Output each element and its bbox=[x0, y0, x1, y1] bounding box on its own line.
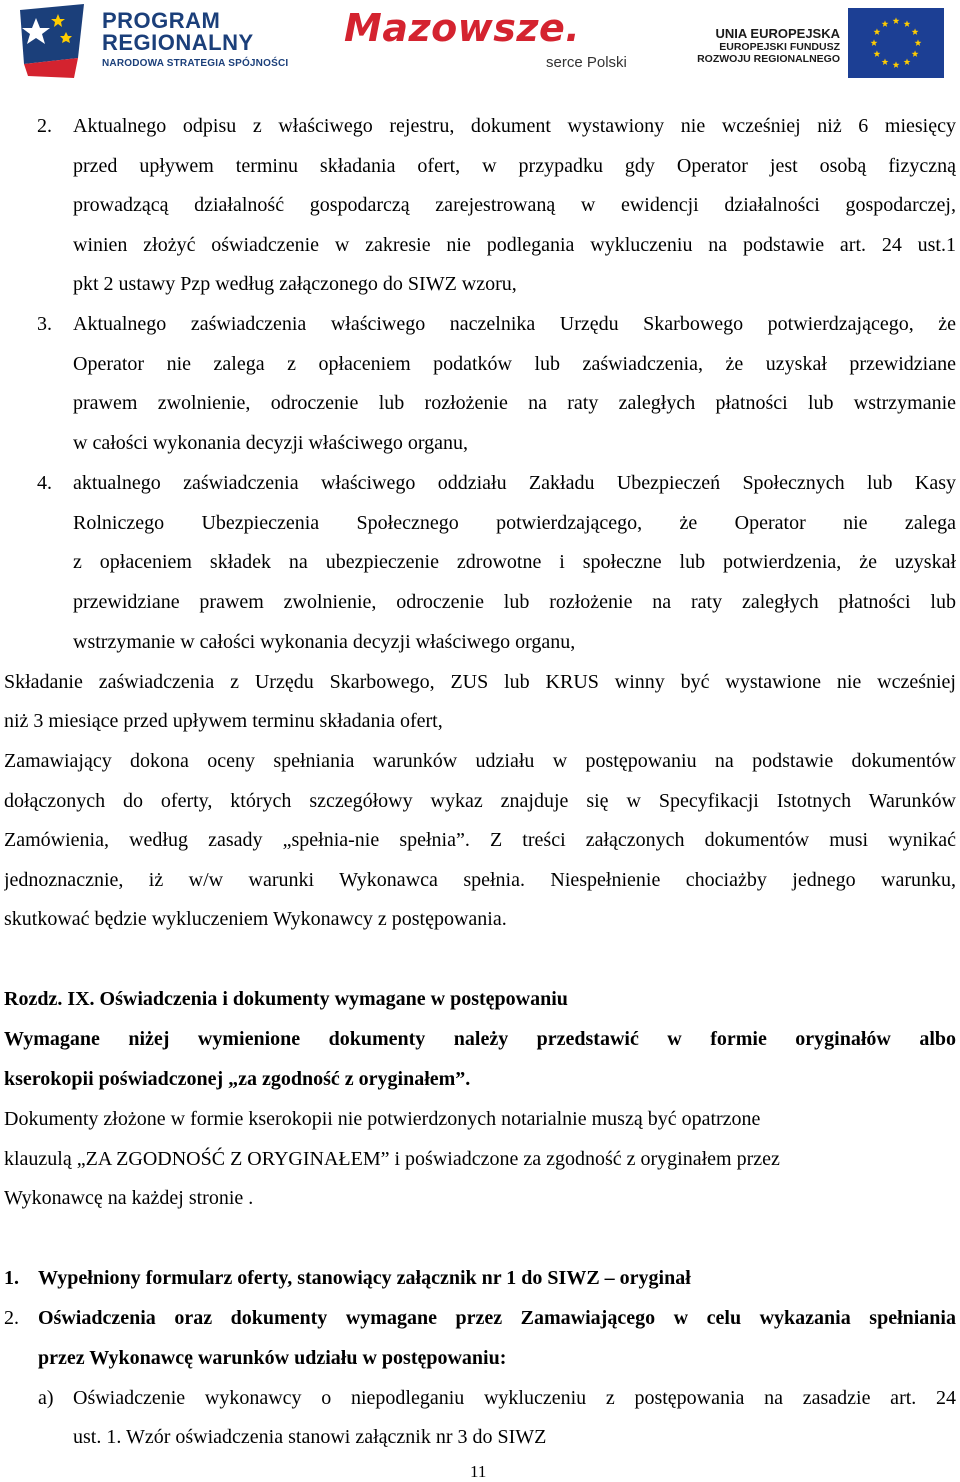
paragraph-line: dołączonych do oferty, których szczegółowy wykaz znajduje się w Specyfikacji Istotnych Warunków bbox=[4, 790, 956, 812]
item-3-line: prawem zwolnienie, odroczenie lub rozłożenie na raty zaległych płatności lub wstrzymanie bbox=[73, 392, 956, 414]
section-heading: Rozdz. IX. Oświadczenia i dokumenty wymagane w postępowaniu bbox=[4, 988, 568, 1010]
item-3-line: Aktualnego zaświadczenia właściwego naczelnika Urzędu Skarbowego potwierdzającego, że bbox=[73, 313, 956, 335]
program-line1: PROGRAM bbox=[102, 8, 221, 33]
list-item-line: Oświadczenia oraz dokumenty wymagane przez Zamawiającego w celu wykazania spełniania bbox=[38, 1307, 956, 1329]
sub-item-line: Oświadczenie wykonawcy o niepodleganiu wykluczeniu z postępowania na zasadzie art. 24 bbox=[73, 1387, 956, 1409]
list-item-line: przez Wykonawcę warunków udziału w postępowaniu: bbox=[38, 1347, 507, 1369]
sub-item-line: ust. 1. Wzór oświadczenia stanowi załącznik nr 3 do SIWZ bbox=[73, 1426, 547, 1448]
bold-paragraph-line: kserokopii poświadczonej „za zgodność z oryginałem”. bbox=[4, 1068, 471, 1090]
item-2-line: prowadzącą działalność gospodarczą zarejestrowaną w ewidencji działalności gospodarczej, bbox=[73, 194, 956, 216]
eu-line2: EUROPEJSKI FUNDUSZ bbox=[719, 41, 840, 53]
eu-flag-icon bbox=[848, 8, 944, 78]
item-2-line: Aktualnego odpisu z właściwego rejestru, dokument wystawiony nie wcześniej niż 6 miesięcy bbox=[73, 115, 956, 137]
bold-paragraph-line: Wymagane niżej wymienione dokumenty należy przedstawić w formie oryginałów albo bbox=[4, 1028, 956, 1050]
list-number: 1. bbox=[4, 1267, 19, 1289]
mazowsze-tagline: serce Polski bbox=[546, 54, 627, 71]
program-regionalny-flag-icon bbox=[14, 2, 94, 80]
program-line3: NARODOWA STRATEGIA SPÓJNOŚCI bbox=[102, 58, 289, 69]
page-header bbox=[0, 0, 960, 82]
item-4-line: przewidziane prawem zwolnienie, odroczenie lub rozłożenie na raty zaległych płatności lub bbox=[73, 591, 956, 613]
program-regionalny-logo bbox=[14, 2, 304, 80]
paragraph-line: niż 3 miesiące przed upływem terminu składania ofert, bbox=[4, 710, 443, 732]
sub-item-label: a) bbox=[38, 1387, 54, 1409]
eu-logo bbox=[690, 4, 946, 80]
paragraph-line: Wykonawcę na każdej stronie . bbox=[4, 1187, 254, 1209]
page-number: 11 bbox=[470, 1462, 487, 1481]
item-3-line: w całości wykonania decyzji właściwego organu, bbox=[73, 432, 469, 454]
eu-text bbox=[697, 26, 840, 65]
paragraph-line: Zamawiający dokona oceny spełniania warunków udziału w postępowaniu na podstawie dokumentów bbox=[4, 750, 956, 772]
item-4-line: Rolniczego Ubezpieczenia Społecznego potwierdzającego, że Operator nie zalega bbox=[73, 512, 956, 534]
program-regionalny-text bbox=[102, 10, 288, 71]
item-2-line: pkt 2 ustawy Pzp według załączonego do SIWZ wzoru, bbox=[73, 273, 517, 295]
item-2-line: przed upływem terminu składania ofert, w przypadku gdy Operator jest osobą fizyczną bbox=[73, 155, 956, 177]
mazowsze-wordmark: Mazowsze. bbox=[344, 6, 581, 50]
eu-line3: ROZWOJU REGIONALNEGO bbox=[697, 53, 840, 65]
item-2-line: winien złożyć oświadczenie w zakresie nie podlegania wykluczeniu na podstawie art. 24 ust.1 bbox=[73, 234, 956, 256]
paragraph-line: skutkować będzie wykluczeniem Wykonawcy z postępowania. bbox=[4, 908, 507, 930]
item-number: 4. bbox=[37, 472, 52, 494]
item-number: 3. bbox=[37, 313, 52, 335]
paragraph-line: Zamówienia, według zasady „spełnia-nie spełnia”. Z treści załączonych dokumentów musi wynikać bbox=[4, 829, 956, 851]
eu-line1: UNIA EUROPEJSKA bbox=[715, 26, 840, 41]
item-3-line: Operator nie zalega z opłaceniem podatków lub zaświadczenia, że uzyskał przewidziane bbox=[73, 353, 956, 375]
paragraph-line: Dokumenty złożone w formie kserokopii nie potwierdzonych notarialnie muszą być opatrzone bbox=[4, 1108, 761, 1130]
mazowsze-logo bbox=[344, 4, 644, 80]
item-4-line: z opłaceniem składek na ubezpieczenie zdrowotne i społeczne lub potwierdzenia, że uzyskał bbox=[73, 551, 956, 573]
item-4-line: aktualnego zaświadczenia właściwego oddziału Zakładu Ubezpieczeń Społecznych lub Kasy bbox=[73, 472, 956, 494]
item-number: 2. bbox=[37, 115, 52, 137]
paragraph-line: Składanie zaświadczenia z Urzędu Skarbowego, ZUS lub KRUS winny być wystawione nie wcześniej bbox=[4, 671, 956, 693]
paragraph-line: jednoznacznie, iż w/w warunki Wykonawca spełnia. Niespełnienie chociażby jednego warunku, bbox=[4, 869, 956, 891]
list-item-line: Wypełniony formularz oferty, stanowiący załącznik nr 1 do SIWZ – oryginał bbox=[38, 1267, 691, 1289]
list-number: 2. bbox=[4, 1307, 19, 1329]
program-line2: REGIONALNY bbox=[102, 30, 254, 55]
item-4-line: wstrzymanie w całości wykonania decyzji właściwego organu, bbox=[73, 631, 576, 653]
paragraph-line: klauzulą „ZA ZGODNOŚĆ Z ORYGINAŁEM” i poświadczone za zgodność z oryginałem przez bbox=[4, 1148, 780, 1170]
